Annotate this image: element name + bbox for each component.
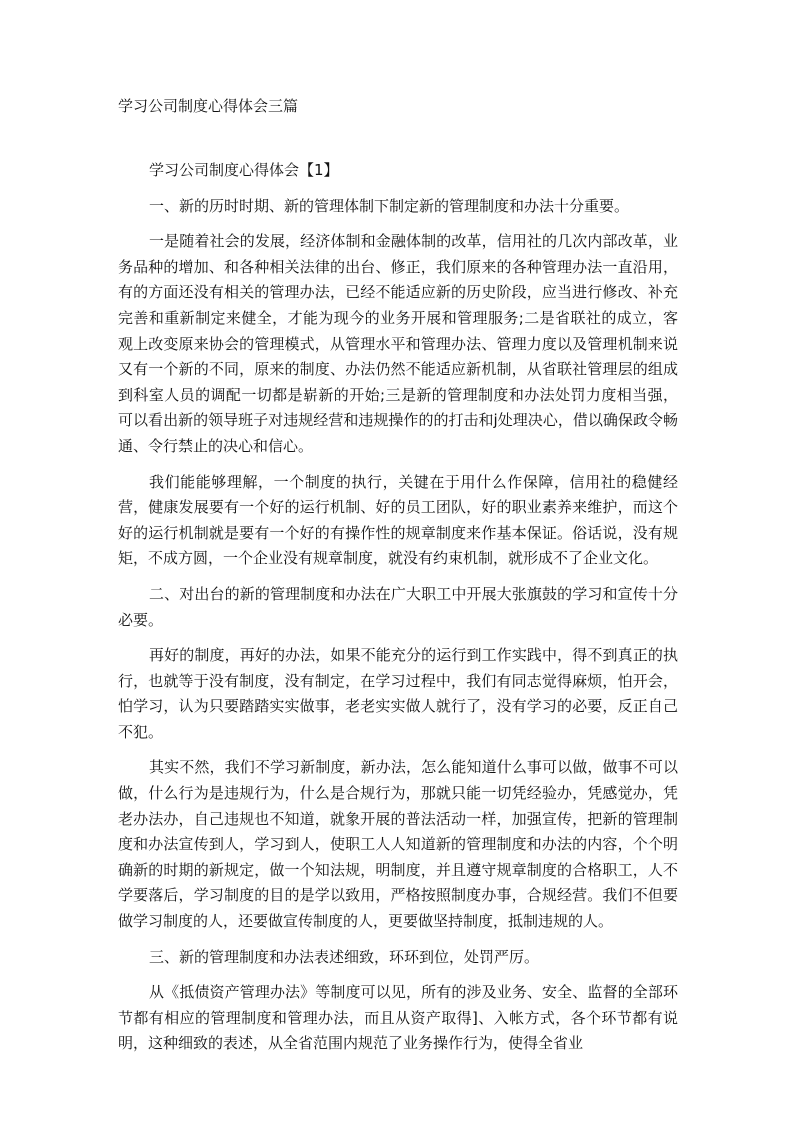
paragraph-6: 其实不然，我们不学习新制度，新办法，怎么能知道什么事可以做，做事不可以做，什么行为是违规行为，什么是合规行为，那就只能一切凭经验办，凭感觉办，凭老办法办，自己违规也不知道，就象开展的普法活动一样，加强宣传，把新的管理制度和办法宣传到人，学习到人，使职工人人知道新的管理制度和办法的内容，个个明确新的时期的新规定，做一个知法规，明制度，并且遵守规章制度的合格职工，人不学要落后，学习制度的目的是学以致用，严格按照制度办事，合规经营。我们不但要做学习制度的人，还要做宣传制度的人，更要做坚持制度，抵制违规的人。	[118, 758, 678, 931]
document-body	[118, 158, 678, 1067]
paragraph-4: 二、对出台的新的管理制度和办法在广大职工中开展大张旗鼓的学习和宣传十分必要。	[118, 584, 678, 629]
paragraph-5: 再好的制度，再好的办法，如果不能充分的运行到工作实践中，得不到真正的执行，也就等于没有制度，没有制定，在学习过程中，我们有同志觉得麻烦，怕开会，怕学习，认为只要踏踏实实做事，老老实实做人就行了，没有学习的必要，反正自己不犯。	[118, 646, 678, 741]
paragraph-1: 一、新的历时时期、新的管理体制下制定新的管理制度和办法十分重要。	[149, 196, 630, 215]
paragraph-3: 我们能能够理解，一个制度的执行，关键在于用什么作保障，信用社的稳健经营，健康发展要有一个好的运行机制、好的员工团队，好的职业素养来维护，而这个好的运行机制就是要有一个好的有操作性的规章制度来作基本保证。俗话说，没有规矩，不成方圆，一个企业没有规章制度，就没有约束机制，就形成不了企业文化。	[118, 472, 678, 568]
document-title: 学习公司制度心得体会三篇	[118, 97, 299, 115]
paragraph-7: 三、新的管理制度和办法表述细致，环环到位，处罚严厉。	[149, 947, 540, 966]
paragraph-8: 从《抵债资产管理办法》等制度可以见，所有的涉及业务、安全、监督的全部环节都有相应的管理制度和管理办法，而且从资产取得]、入帐方式，各个环节都有说明，这种细致的表述，从全省范围内规范了业务操作行为，使得全省业	[118, 983, 678, 1053]
paragraph-2: 一是随着社会的发展，经济体制和金融体制的改革，信用社的几次内部改革，业务品种的增加、和各种相关法律的出台、修正，我们原来的各种管理办法一直沿用，有的方面还没有相关的管理办法，已经不能适应新的历史阶段，应当进行修改、补充完善和重新制定来健全，才能为现今的业务开展和管理服务;二是省联社的成立，客观上改变原来协会的管理模式，从管理水平和管理办法、管理力度以及管理机制来说又有一个新的不同，原来的制度、办法仍然不能适应新机制，从省联社管理层的组成到科室人员的调配一切都是崭新的开始;三是新的管理制度和办法处罚力度相当强，可以看出新的领导班子对违规经营和违规操作的的打击和j处理决心，借以确保政令畅通、令行禁止的决心和信心。	[118, 232, 678, 455]
section-heading: 学习公司制度心得体会【1】	[149, 161, 339, 179]
